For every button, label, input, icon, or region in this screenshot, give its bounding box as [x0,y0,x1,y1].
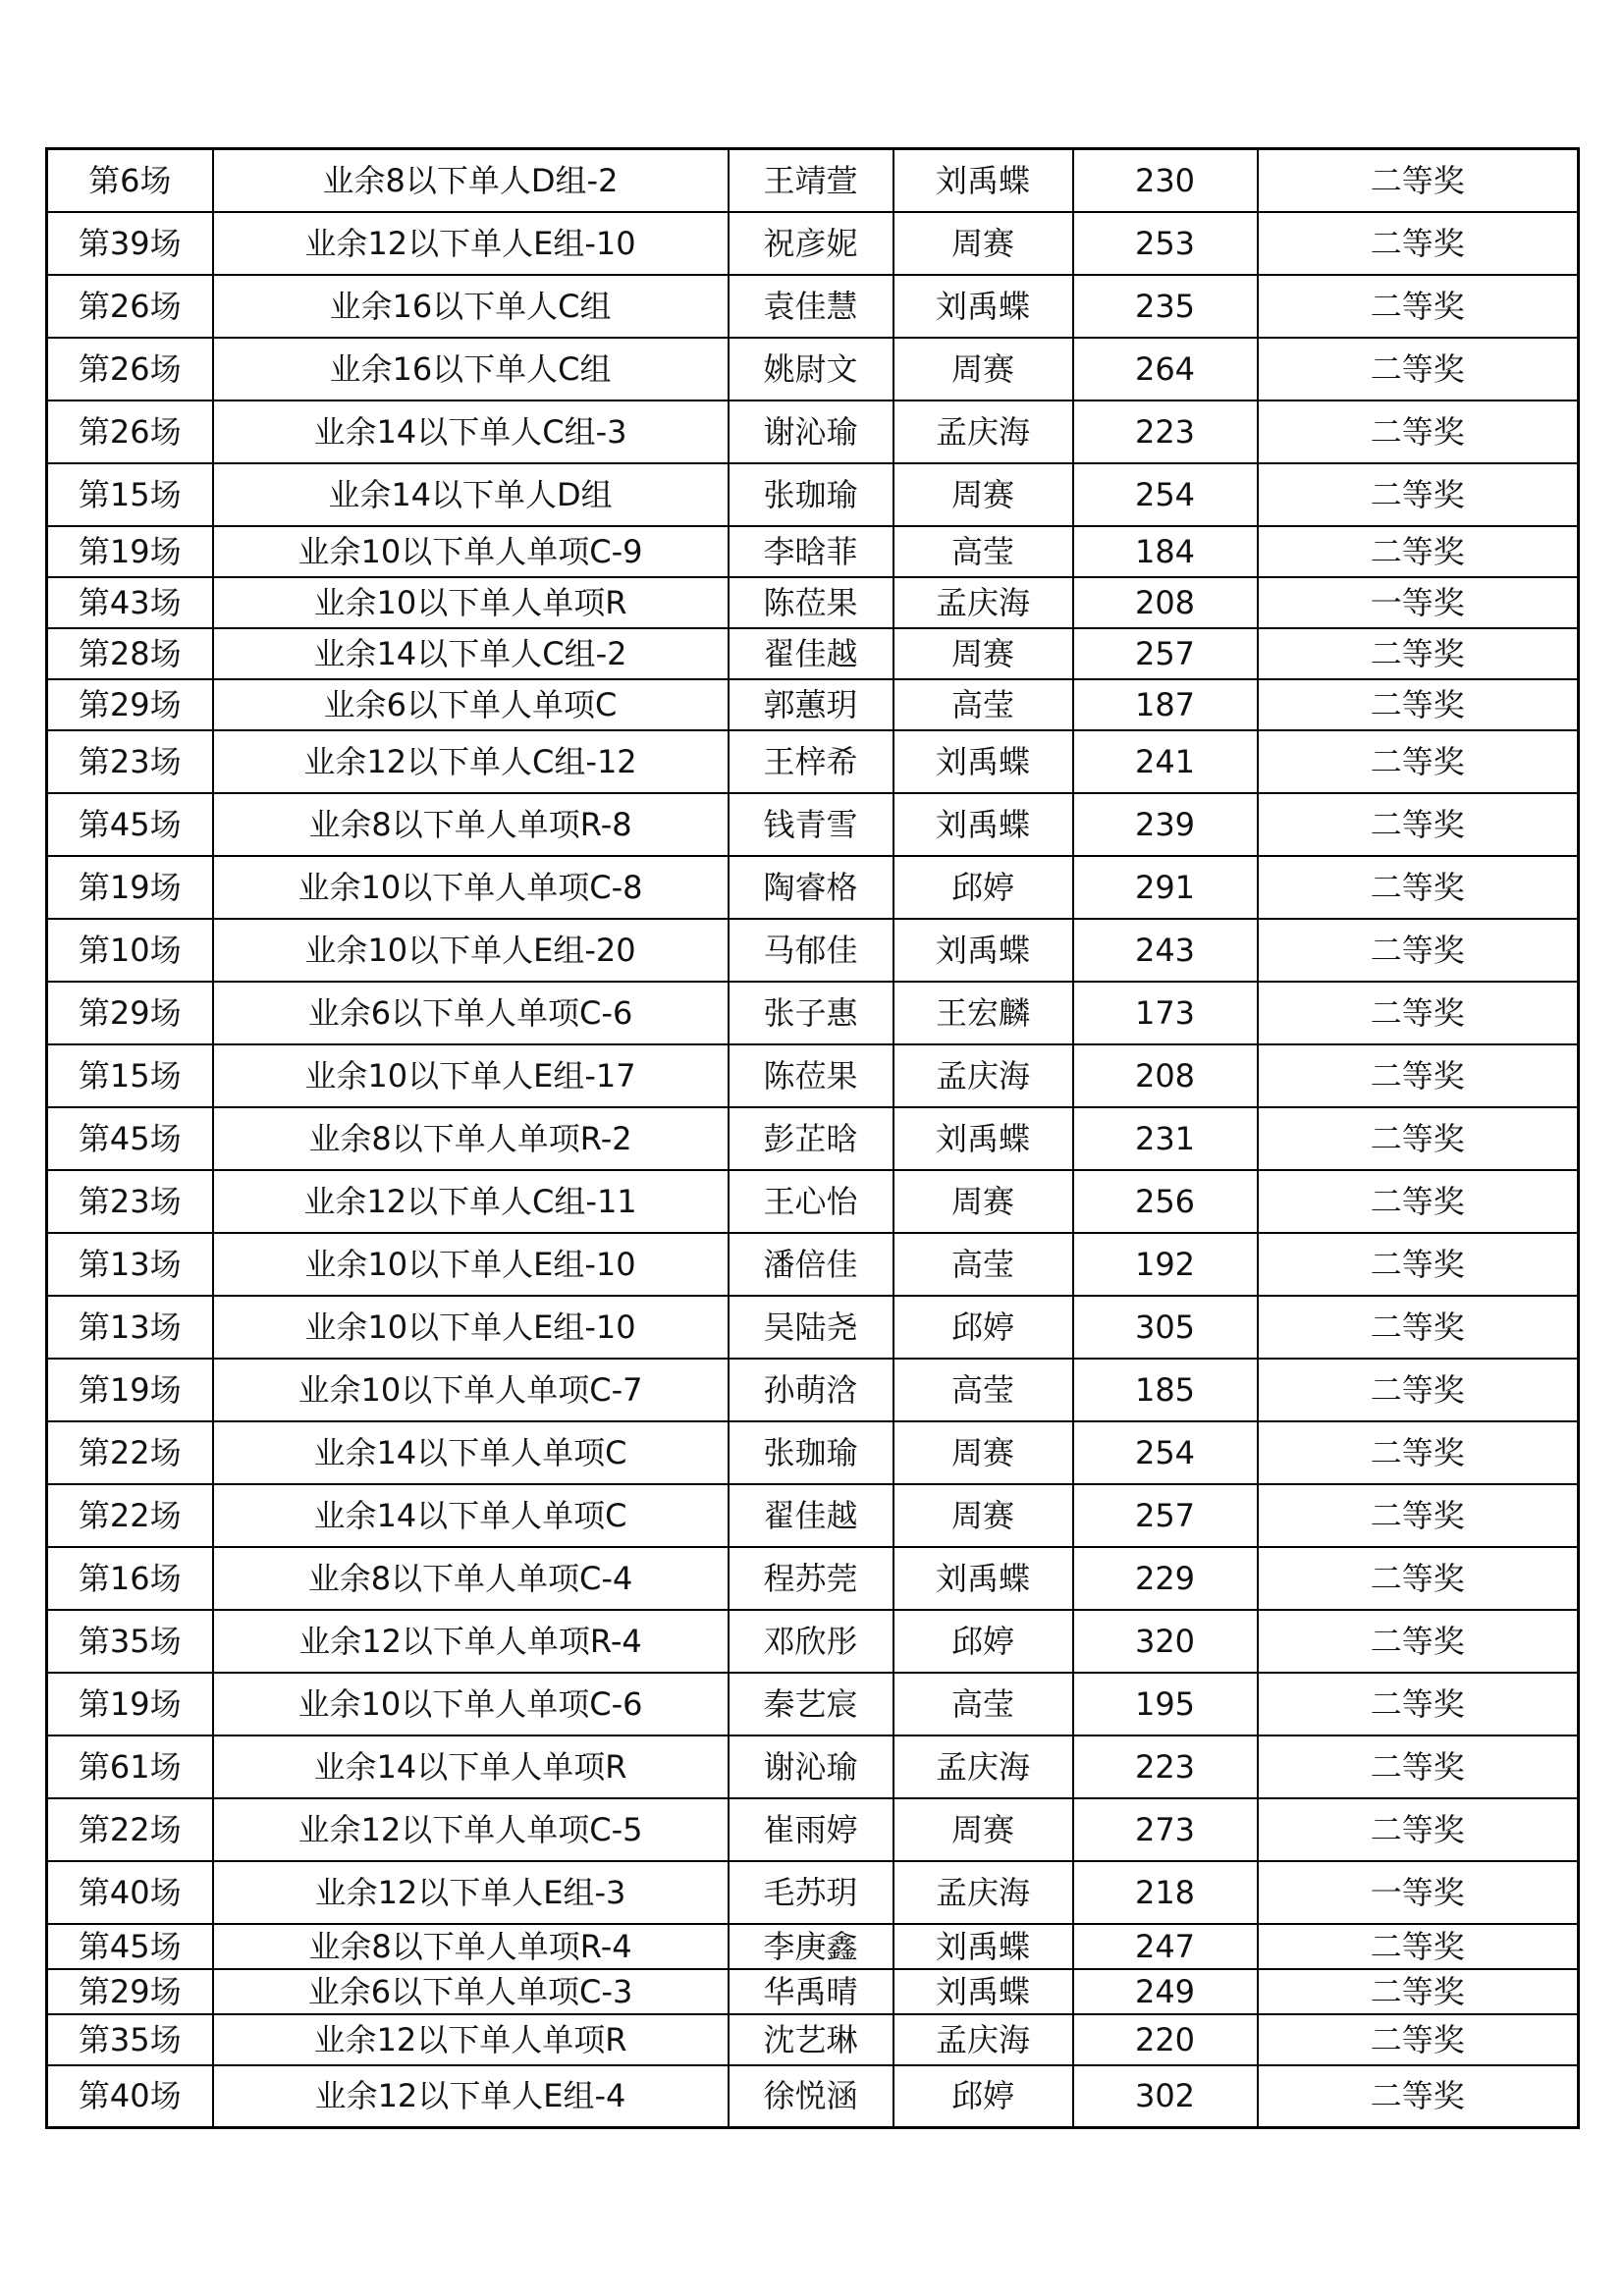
score-cell: 247 [1073,1924,1258,1969]
session-cell: 第15场 [47,463,213,526]
player-name-cell: 王心怡 [729,1170,893,1233]
score-cell: 230 [1073,149,1258,212]
player-name-cell: 谢沁瑜 [729,1735,893,1798]
event-cell: 业余12以下单人单项R-4 [213,1610,729,1673]
event-cell: 业余6以下单人单项C-3 [213,1969,729,2014]
session-cell: 第19场 [47,1673,213,1735]
player-name-cell: 毛苏玥 [729,1861,893,1924]
player-name-cell: 潘倍佳 [729,1233,893,1296]
award-cell[interactable]: 二等奖 [1258,463,1579,526]
coach-cell: 周赛 [893,212,1073,275]
award-cell[interactable]: 二等奖 [1258,919,1579,982]
coach-cell: 孟庆海 [893,1044,1073,1107]
coach-cell: 刘禹蝶 [893,793,1073,856]
award-cell[interactable]: 二等奖 [1258,1107,1579,1170]
award-cell: 一等奖 [1258,1861,1579,1924]
score-cell: 257 [1073,628,1258,679]
player-name-cell: 李庚鑫 [729,1924,893,1969]
player-name-cell: 华禹晴 [729,1969,893,2014]
session-cell: 第6场 [47,149,213,212]
session-cell: 第40场 [47,2065,213,2128]
table-row [47,1735,1579,1798]
award-cell[interactable]: 二等奖 [1258,275,1579,338]
table-row [47,1296,1579,1359]
player-name-cell: 钱青雪 [729,793,893,856]
event-cell: 业余12以下单人E组-10 [213,212,729,275]
coach-cell: 周赛 [893,338,1073,400]
player-name-cell: 孙萌浛 [729,1359,893,1421]
coach-cell: 邱婷 [893,1610,1073,1673]
award-cell[interactable]: 二等奖 [1258,1547,1579,1610]
event-cell: 业余12以下单人E组-4 [213,2065,729,2128]
event-cell: 业余6以下单人单项C-6 [213,982,729,1044]
table-row [47,1233,1579,1296]
score-cell: 291 [1073,856,1258,919]
session-cell: 第35场 [47,1610,213,1673]
coach-cell: 周赛 [893,1170,1073,1233]
coach-cell: 周赛 [893,463,1073,526]
score-cell: 223 [1073,1735,1258,1798]
coach-cell: 刘禹蝶 [893,919,1073,982]
award-cell[interactable]: 二等奖 [1258,1233,1579,1296]
table-row [47,1610,1579,1673]
coach-cell: 孟庆海 [893,2014,1073,2065]
score-cell: 320 [1073,1610,1258,1673]
score-cell: 302 [1073,2065,1258,2128]
coach-cell: 孟庆海 [893,1861,1073,1924]
award-cell[interactable]: 二等奖 [1258,338,1579,400]
player-name-cell: 姚尉文 [729,338,893,400]
score-cell: 187 [1073,679,1258,730]
session-cell: 第29场 [47,982,213,1044]
event-cell: 业余10以下单人单项C-7 [213,1359,729,1421]
results-table-body [47,149,1579,2128]
table-row [47,628,1579,679]
event-cell: 业余14以下单人C组-3 [213,400,729,463]
table-row [47,730,1579,793]
table-row [47,1673,1579,1735]
session-cell: 第26场 [47,275,213,338]
award-cell[interactable]: 二等奖 [1258,793,1579,856]
player-name-cell: 马郁佳 [729,919,893,982]
player-name-cell: 翟佳越 [729,1484,893,1547]
award-cell[interactable]: 二等奖 [1258,1170,1579,1233]
session-cell: 第13场 [47,1296,213,1359]
score-cell: 173 [1073,982,1258,1044]
score-cell: 231 [1073,1107,1258,1170]
table-row [47,679,1579,730]
event-cell: 业余12以下单人C组-11 [213,1170,729,1233]
table-row [47,1044,1579,1107]
coach-cell: 高莹 [893,526,1073,577]
score-cell: 229 [1073,1547,1258,1610]
player-name-cell: 彭芷晗 [729,1107,893,1170]
award-cell[interactable]: 二等奖 [1258,149,1579,212]
table-row [47,2014,1579,2065]
session-cell: 第16场 [47,1547,213,1610]
score-cell: 305 [1073,1296,1258,1359]
event-cell: 业余8以下单人D组-2 [213,149,729,212]
player-name-cell: 李晗菲 [729,526,893,577]
score-cell: 256 [1073,1170,1258,1233]
table-row [47,1107,1579,1170]
event-cell: 业余10以下单人E组-10 [213,1296,729,1359]
player-name-cell: 陈莅果 [729,1044,893,1107]
score-cell: 253 [1073,212,1258,275]
table-row [47,1170,1579,1233]
player-name-cell: 邓欣彤 [729,1610,893,1673]
table-row [47,2065,1579,2128]
score-cell: 239 [1073,793,1258,856]
player-name-cell: 王梓希 [729,730,893,793]
award-cell[interactable]: 二等奖 [1258,1610,1579,1673]
award-cell[interactable]: 二等奖 [1258,679,1579,730]
score-cell: 273 [1073,1798,1258,1861]
session-cell: 第28场 [47,628,213,679]
coach-cell: 刘禹蝶 [893,149,1073,212]
player-name-cell: 陶睿格 [729,856,893,919]
score-cell: 220 [1073,2014,1258,2065]
table-row [47,856,1579,919]
score-cell: 218 [1073,1861,1258,1924]
session-cell: 第23场 [47,1170,213,1233]
award-cell[interactable]: 二等奖 [1258,2014,1579,2065]
score-cell: 184 [1073,526,1258,577]
player-name-cell: 翟佳越 [729,628,893,679]
event-cell: 业余10以下单人单项C-6 [213,1673,729,1735]
session-cell: 第22场 [47,1421,213,1484]
coach-cell: 王宏麟 [893,982,1073,1044]
event-cell: 业余10以下单人E组-20 [213,919,729,982]
award-cell[interactable]: 二等奖 [1258,1798,1579,1861]
event-cell: 业余12以下单人E组-3 [213,1861,729,1924]
table-row [47,982,1579,1044]
session-cell: 第26场 [47,400,213,463]
table-row [47,919,1579,982]
session-cell: 第45场 [47,1924,213,1969]
player-name-cell: 程苏莞 [729,1547,893,1610]
score-cell: 235 [1073,275,1258,338]
results-table [45,147,1580,2129]
event-cell: 业余8以下单人单项R-2 [213,1107,729,1170]
event-cell: 业余8以下单人单项C-4 [213,1547,729,1610]
table-row [47,526,1579,577]
award-cell[interactable]: 二等奖 [1258,526,1579,577]
session-cell: 第45场 [47,793,213,856]
table-row [47,149,1579,212]
table-row [47,1484,1579,1547]
coach-cell: 刘禹蝶 [893,1107,1073,1170]
table-row [47,1798,1579,1861]
coach-cell: 周赛 [893,1798,1073,1861]
coach-cell: 邱婷 [893,2065,1073,2128]
award-cell[interactable]: 二等奖 [1258,1673,1579,1735]
coach-cell: 孟庆海 [893,1735,1073,1798]
player-name-cell: 郭蕙玥 [729,679,893,730]
coach-cell: 高莹 [893,1359,1073,1421]
session-cell: 第19场 [47,856,213,919]
player-name-cell: 谢沁瑜 [729,400,893,463]
player-name-cell: 秦艺宸 [729,1673,893,1735]
session-cell: 第19场 [47,526,213,577]
player-name-cell: 祝彦妮 [729,212,893,275]
score-cell: 264 [1073,338,1258,400]
score-cell: 195 [1073,1673,1258,1735]
score-cell: 257 [1073,1484,1258,1547]
session-cell: 第13场 [47,1233,213,1296]
event-cell: 业余8以下单人单项R-4 [213,1924,729,1969]
coach-cell: 刘禹蝶 [893,1547,1073,1610]
session-cell: 第39场 [47,212,213,275]
award-cell[interactable]: 二等奖 [1258,1359,1579,1421]
session-cell: 第40场 [47,1861,213,1924]
player-name-cell: 张珈瑜 [729,1421,893,1484]
award-cell[interactable]: 二等奖 [1258,400,1579,463]
session-cell: 第10场 [47,919,213,982]
session-cell: 第26场 [47,338,213,400]
coach-cell: 高莹 [893,1233,1073,1296]
coach-cell: 高莹 [893,679,1073,730]
score-cell: 192 [1073,1233,1258,1296]
coach-cell: 周赛 [893,1421,1073,1484]
session-cell: 第19场 [47,1359,213,1421]
table-row [47,463,1579,526]
player-name-cell: 王靖萱 [729,149,893,212]
table-row [47,400,1579,463]
coach-cell: 高莹 [893,1673,1073,1735]
session-cell: 第22场 [47,1798,213,1861]
coach-cell: 周赛 [893,1484,1073,1547]
event-cell: 业余14以下单人单项C [213,1421,729,1484]
session-cell: 第23场 [47,730,213,793]
table-row [47,1421,1579,1484]
player-name-cell: 沈艺琳 [729,2014,893,2065]
event-cell: 业余6以下单人单项C [213,679,729,730]
session-cell: 第29场 [47,679,213,730]
player-name-cell: 徐悦涵 [729,2065,893,2128]
score-cell: 243 [1073,919,1258,982]
player-name-cell: 张子惠 [729,982,893,1044]
coach-cell: 孟庆海 [893,577,1073,628]
award-cell[interactable]: 二等奖 [1258,628,1579,679]
award-cell[interactable]: 二等奖 [1258,1735,1579,1798]
player-name-cell: 袁佳慧 [729,275,893,338]
event-cell: 业余14以下单人C组-2 [213,628,729,679]
player-name-cell: 崔雨婷 [729,1798,893,1861]
award-cell[interactable]: 二等奖 [1258,212,1579,275]
coach-cell: 邱婷 [893,1296,1073,1359]
award-cell[interactable]: 二等奖 [1258,1484,1579,1547]
session-cell: 第22场 [47,1484,213,1547]
event-cell: 业余12以下单人单项R [213,2014,729,2065]
event-cell: 业余8以下单人单项R-8 [213,793,729,856]
event-cell: 业余16以下单人C组 [213,275,729,338]
award-cell[interactable]: 二等奖 [1258,982,1579,1044]
coach-cell: 刘禹蝶 [893,275,1073,338]
session-cell: 第29场 [47,1969,213,2014]
table-row [47,1547,1579,1610]
event-cell: 业余14以下单人单项R [213,1735,729,1798]
session-cell: 第15场 [47,1044,213,1107]
score-cell: 208 [1073,577,1258,628]
table-row [47,577,1579,628]
session-cell: 第61场 [47,1735,213,1798]
event-cell: 业余10以下单人单项R [213,577,729,628]
event-cell: 业余14以下单人D组 [213,463,729,526]
score-cell: 254 [1073,1421,1258,1484]
score-cell: 185 [1073,1359,1258,1421]
table-row [47,275,1579,338]
award-cell[interactable]: 二等奖 [1258,1924,1579,1969]
table-row [47,212,1579,275]
score-cell: 241 [1073,730,1258,793]
session-cell: 第45场 [47,1107,213,1170]
award-cell[interactable]: 二等奖 [1258,1044,1579,1107]
session-cell: 第43场 [47,577,213,628]
coach-cell: 邱婷 [893,856,1073,919]
table-row [47,1924,1579,1969]
score-cell: 223 [1073,400,1258,463]
table-row [47,793,1579,856]
event-cell: 业余10以下单人E组-10 [213,1233,729,1296]
award-cell[interactable]: 二等奖 [1258,730,1579,793]
event-cell: 业余16以下单人C组 [213,338,729,400]
award-cell[interactable]: 二等奖 [1258,2065,1579,2128]
table-row [47,1359,1579,1421]
session-cell: 第35场 [47,2014,213,2065]
event-cell: 业余10以下单人E组-17 [213,1044,729,1107]
table-row [47,1861,1579,1924]
award-cell[interactable]: 一等奖 [1258,577,1579,628]
player-name-cell: 张珈瑜 [729,463,893,526]
player-name-cell: 吴陆尧 [729,1296,893,1359]
coach-cell: 周赛 [893,628,1073,679]
coach-cell: 刘禹蝶 [893,1924,1073,1969]
score-cell: 249 [1073,1969,1258,2014]
award-cell[interactable]: 二等奖 [1258,1969,1579,2014]
event-cell: 业余14以下单人单项C [213,1484,729,1547]
event-cell: 业余12以下单人单项C-5 [213,1798,729,1861]
coach-cell: 刘禹蝶 [893,1969,1073,2014]
award-cell[interactable]: 二等奖 [1258,856,1579,919]
coach-cell: 刘禹蝶 [893,730,1073,793]
player-name-cell: 陈莅果 [729,577,893,628]
event-cell: 业余10以下单人单项C-9 [213,526,729,577]
score-cell: 208 [1073,1044,1258,1107]
event-cell: 业余10以下单人单项C-8 [213,856,729,919]
table-row [47,338,1579,400]
award-cell[interactable]: 二等奖 [1258,1296,1579,1359]
table-row [47,1969,1579,2014]
coach-cell: 孟庆海 [893,400,1073,463]
score-cell: 254 [1073,463,1258,526]
award-cell[interactable]: 二等奖 [1258,1421,1579,1484]
event-cell: 业余12以下单人C组-12 [213,730,729,793]
